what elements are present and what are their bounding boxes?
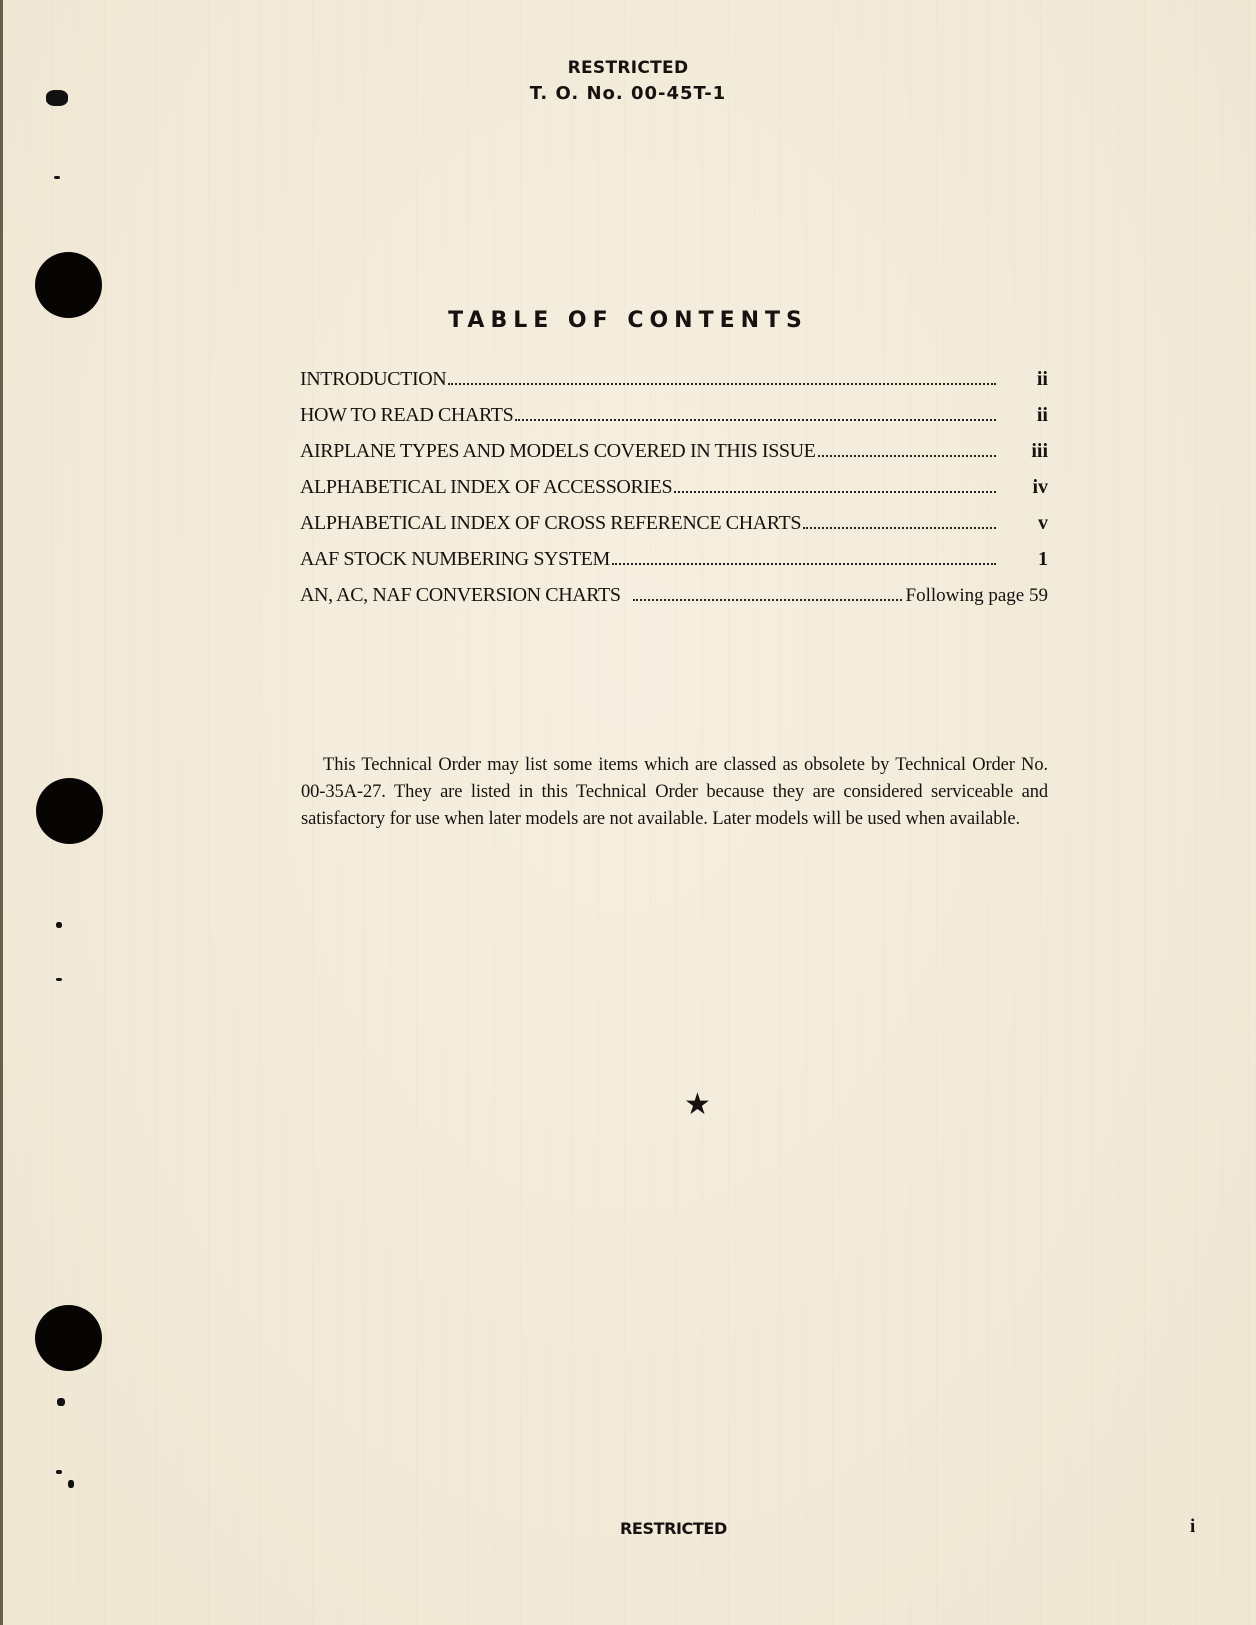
punch-mark-icon bbox=[56, 978, 62, 981]
punch-mark-icon bbox=[57, 1398, 65, 1406]
punch-mark-icon bbox=[56, 922, 62, 928]
star-icon: ★ bbox=[684, 1087, 711, 1122]
page-edge bbox=[0, 0, 3, 1625]
binder-hole-icon bbox=[36, 778, 103, 844]
toc-entry-page: iv bbox=[1032, 476, 1048, 498]
toc-entry-page: ii bbox=[1036, 368, 1048, 390]
binder-hole-icon bbox=[35, 1305, 102, 1371]
dot-leader bbox=[448, 383, 996, 385]
obsolete-items-note: This Technical Order may list some items which are classed as obsolete by Technical Order No. 00-35A-27. They are listed in this Technical Order because they are considered serviceable and satisfactory for use when later models are not available. Later models will be used when available. bbox=[301, 754, 1048, 829]
toc-entry-page: 1 bbox=[1038, 548, 1048, 570]
toc-entry-label: HOW TO READ CHARTS bbox=[300, 404, 514, 426]
page-number: i bbox=[1190, 1516, 1196, 1537]
toc-entry-introduction[interactable] bbox=[300, 368, 1048, 404]
toc-entry-index-cross-reference[interactable] bbox=[300, 512, 1048, 548]
header-classification: RESTRICTED bbox=[567, 58, 689, 78]
punch-mark-icon bbox=[68, 1480, 74, 1488]
toc-entry-label: AN, AC, NAF CONVERSION CHARTS bbox=[300, 584, 621, 606]
dot-leader bbox=[818, 455, 997, 457]
toc-entry-airplane-types[interactable] bbox=[300, 440, 1048, 476]
toc-entry-page: ii bbox=[1036, 404, 1048, 426]
punch-mark-icon bbox=[54, 176, 60, 179]
dot-leader bbox=[674, 491, 996, 493]
toc-entry-page: v bbox=[1038, 512, 1048, 534]
toc-entry-label: AAF STOCK NUMBERING SYSTEM bbox=[300, 548, 610, 570]
toc-entry-how-to-read-charts[interactable] bbox=[300, 404, 1048, 440]
dot-leader bbox=[803, 527, 996, 529]
dot-leader bbox=[633, 599, 902, 601]
toc-entry-label: AIRPLANE TYPES AND MODELS COVERED IN THIS ISSUE bbox=[300, 440, 816, 462]
dot-leader bbox=[612, 563, 996, 565]
toc-title: TABLE OF CONTENTS bbox=[448, 308, 808, 333]
toc-entry-index-accessories[interactable] bbox=[300, 476, 1048, 512]
toc-entry-stock-numbering[interactable] bbox=[300, 548, 1048, 584]
toc-entry-label: INTRODUCTION bbox=[300, 368, 447, 390]
toc-entry-label: ALPHABETICAL INDEX OF ACCESSORIES bbox=[300, 476, 673, 498]
footer-classification: RESTRICTED bbox=[620, 1519, 727, 1538]
toc-entry-conversion-charts[interactable] bbox=[300, 584, 1048, 620]
document-number: T. O. No. 00-45T-1 bbox=[529, 83, 727, 104]
punch-mark-icon bbox=[56, 1470, 62, 1474]
toc-entry-page: Following page 59 bbox=[905, 585, 1048, 606]
dot-leader bbox=[515, 419, 996, 421]
toc-entry-label: ALPHABETICAL INDEX OF CROSS REFERENCE CHARTS bbox=[300, 512, 802, 534]
table-of-contents bbox=[300, 368, 1048, 620]
toc-entry-page: iii bbox=[1031, 440, 1048, 462]
